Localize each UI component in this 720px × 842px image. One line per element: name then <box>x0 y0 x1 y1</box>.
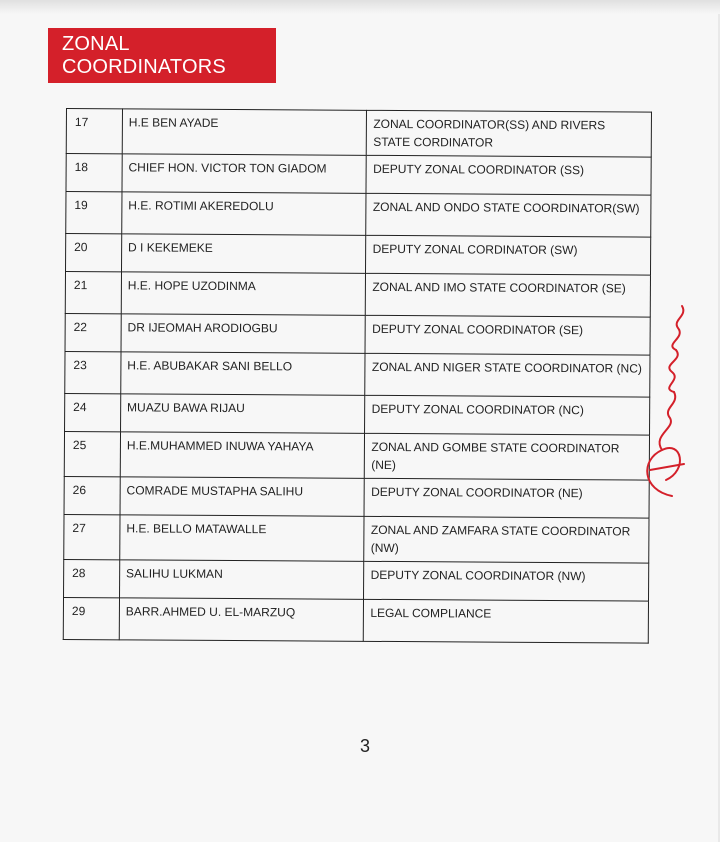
table-row <box>65 313 650 355</box>
row-name: H.E BEN AYADE <box>122 109 367 155</box>
row-number: 25 <box>64 431 120 476</box>
row-number: 20 <box>66 234 122 272</box>
table-row <box>66 154 651 196</box>
row-role: DEPUTY ZONAL COORDINATOR (SS) <box>366 155 651 195</box>
table-row <box>66 109 651 158</box>
table-body <box>63 109 651 644</box>
row-role: ZONAL AND IMO STATE COORDINATOR (SE) <box>366 273 651 317</box>
row-number: 17 <box>66 109 122 154</box>
row-number: 19 <box>66 192 122 234</box>
handwritten-signature <box>632 300 694 500</box>
row-name: D I KEKEMEKE <box>121 234 366 273</box>
row-name: COMRADE MUSTAPHA SALIHU <box>120 477 365 516</box>
row-role: DEPUTY ZONAL COORDINATOR (NW) <box>364 561 649 601</box>
row-number: 28 <box>64 559 120 597</box>
row-name: BARR.AHMED U. EL-MARZUQ <box>119 598 364 641</box>
section-banner <box>48 28 276 83</box>
row-role: DEPUTY ZONAL CORDINATOR (SW) <box>366 235 651 275</box>
row-number: 26 <box>64 476 120 514</box>
table-row <box>66 234 651 276</box>
row-role: ZONAL AND ZAMFARA STATE COORDINATOR (NW) <box>364 516 649 563</box>
row-number: 27 <box>64 514 120 559</box>
row-role: LEGAL COMPLIANCE <box>364 599 649 643</box>
row-role: DEPUTY ZONAL COORDINATOR (NC) <box>365 395 650 435</box>
coordinators-table-wrap <box>63 108 652 644</box>
table-row <box>65 351 650 397</box>
table-row <box>65 272 650 318</box>
row-number: 18 <box>66 154 122 192</box>
row-number: 23 <box>65 351 121 393</box>
table-row <box>63 597 648 643</box>
row-role: ZONAL COORDINATOR(SS) AND RIVERS STATE CORDINATOR <box>367 110 652 157</box>
row-role: ZONAL AND GOMBE STATE COORDINATOR (NE) <box>365 433 650 480</box>
row-name: H.E. HOPE UZODINMA <box>121 272 366 315</box>
coordinators-table <box>63 108 652 644</box>
row-number: 29 <box>63 597 119 639</box>
row-number: 21 <box>65 272 121 314</box>
table-row <box>64 559 649 601</box>
row-number: 22 <box>65 313 121 351</box>
table-row <box>64 476 649 518</box>
row-role: DEPUTY ZONAL COORDINATOR (SE) <box>365 315 650 355</box>
row-name: MUAZU BAWA RIJAU <box>120 394 365 433</box>
row-name: H.E. ABUBAKAR SANI BELLO <box>121 352 366 395</box>
page-number: 3 <box>360 736 371 756</box>
banner-title: ZONAL COORDINATORS <box>62 32 226 78</box>
row-name: SALIHU LUKMAN <box>119 560 364 599</box>
page-top-shadow <box>0 0 720 14</box>
row-name: DR IJEOMAH ARODIOGBU <box>121 314 366 353</box>
table-row <box>64 431 649 480</box>
table-row <box>65 393 650 435</box>
row-name: H.E. ROTIMI AKEREDOLU <box>122 192 367 235</box>
row-name: H.E.MUHAMMED INUWA YAHAYA <box>120 432 365 478</box>
row-number: 24 <box>65 393 121 431</box>
row-name: H.E. BELLO MATAWALLE <box>120 515 365 561</box>
row-role: ZONAL AND NIGER STATE COORDINATOR (NC) <box>365 353 650 397</box>
row-name: CHIEF HON. VICTOR TON GIADOM <box>122 154 367 193</box>
table-row <box>64 514 649 563</box>
table-row <box>66 192 651 238</box>
row-role: ZONAL AND ONDO STATE COORDINATOR(SW) <box>366 193 651 237</box>
row-role: DEPUTY ZONAL COORDINATOR (NE) <box>364 478 649 518</box>
